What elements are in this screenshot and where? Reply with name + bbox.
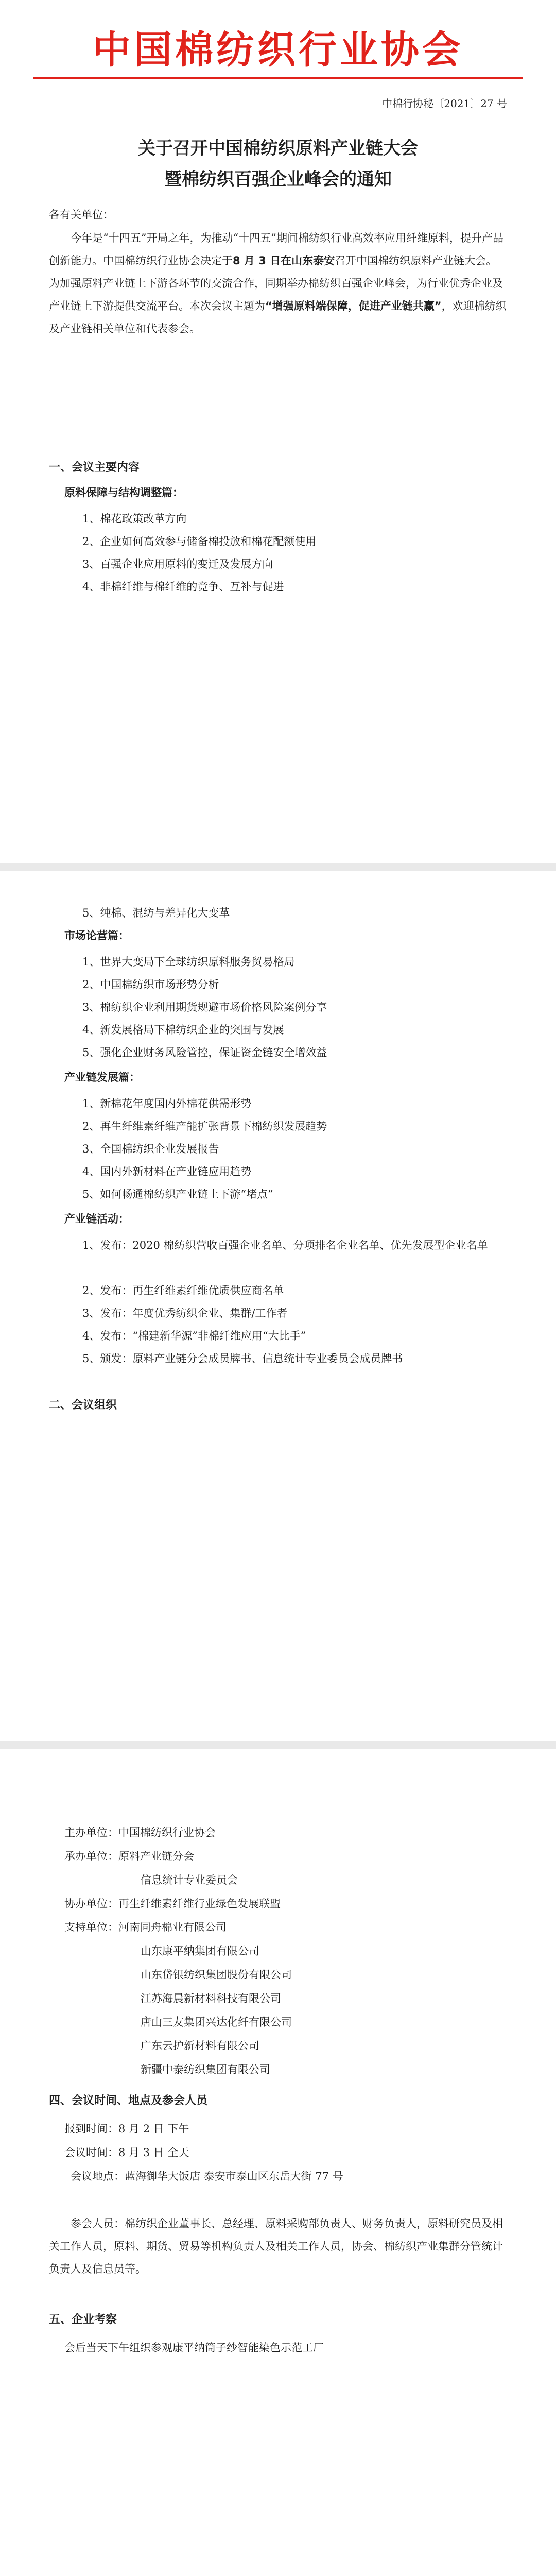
list-item: 2、再生纤维素纤维产能扩张背景下棉纺织发展趋势 (82, 1120, 327, 1132)
salutation: 各有关单位： (49, 209, 114, 221)
list-item: 2、中国棉纺织市场形势分析 (82, 978, 219, 991)
venue: 会议地点：蓝海御华大饭店 泰安市泰山区东岳大街 77 号 (71, 2170, 343, 2182)
document-number: 中棉行协秘〔2021〕27 号 (382, 97, 507, 110)
section-5-heading: 五、企业考察 (49, 2313, 117, 2326)
list-item: 1、棉花政策改革方向 (82, 513, 187, 525)
org-label: 承办单位： (64, 1850, 118, 1862)
list-item: 3、发布：年度优秀纺织企业、集群/工作者 (82, 1307, 288, 1319)
org-value: 唐山三友集团兴达化纤有限公司 (141, 2016, 292, 2028)
notice-title-line-2: 暨棉纺织百强企业峰会的通知 (164, 169, 392, 190)
meeting-time: 会议时间：8 月 3 日 全天 (64, 2146, 189, 2159)
org-value: 河南同舟棉业有限公司 (118, 1921, 227, 1934)
org-value: 再生纤维素纤维行业绿色发展联盟 (118, 1897, 281, 1910)
org-value: 山东康平纳集团有限公司 (141, 1945, 259, 1957)
section-2-heading: 二、会议组织 (49, 1399, 117, 1412)
org-label: 协办单位： (64, 1897, 118, 1910)
section-4-heading: 四、会议时间、地点及参会人员 (49, 2094, 208, 2107)
org-label: 主办单位： (64, 1826, 118, 1839)
org-value: 山东岱银纺织集团股份有限公司 (141, 1969, 292, 1981)
sub4-heading: 产业链活动： (64, 1213, 129, 1225)
org-row (64, 1916, 227, 1939)
sub3-heading: 产业链发展篇： (64, 1071, 140, 1083)
org-value: 信息统计专业委员会 (141, 1874, 238, 1886)
list-item: 4、国内外新材料在产业链应用趋势 (82, 1165, 252, 1178)
intro-highlight-theme: “增强原料端保障，促进产业链共赢” (265, 300, 442, 312)
org-value: 中国棉纺织行业协会 (118, 1826, 216, 1839)
list-item: 5、如何畅通棉纺织产业链上下游“堵点” (82, 1188, 273, 1200)
org-row (64, 1845, 194, 1868)
report-time: 报到时间：8 月 2 日 下午 (64, 2123, 189, 2135)
list-item: 4、发布：“棉建新华源”非棉纤维应用“大比手” (82, 1330, 306, 1342)
header-red-rule (33, 77, 523, 79)
list-item: 1、世界大变局下全球纺织原料服务贸易格局 (82, 956, 295, 968)
org-row (64, 1892, 281, 1915)
list-item: 4、新发展格局下棉纺织企业的突围与发展 (82, 1024, 284, 1036)
list-item: 5、颁发：原料产业链分会成员牌书、信息统计专业委员会成员牌书 (82, 1352, 403, 1365)
org-header-title: 中国棉纺织行业协会 (93, 28, 463, 72)
company-visit: 会后当天下午组织参观康平纳筒子纱智能染色示范工厂 (64, 2342, 324, 2354)
sub2-heading: 市场论营篇： (64, 929, 129, 942)
section-1-sub1: 原料保障与结构调整篇： (64, 486, 183, 499)
list-item: 3、百强企业应用原料的变迁及发展方向 (82, 558, 273, 570)
intro-highlight-date: 8 月 3 日在山东泰安 (233, 255, 335, 267)
list-item: 2、发布：再生纤维素纤维优质供应商名单 (82, 1284, 284, 1297)
page-1 (0, 0, 556, 863)
list-item: 1、新棉花年度国内外棉花供需形势 (82, 1097, 252, 1110)
list-item: 3、棉纺织企业利用期货规避市场价格风险案例分享 (82, 1001, 327, 1013)
list-item: 2、企业如何高效参与储备棉投放和棉花配额使用 (82, 535, 317, 548)
section-1-heading: 一、会议主要内容 (49, 461, 140, 474)
notice-title-line-1: 关于召开中国棉纺织原料产业链大会 (138, 138, 418, 159)
list-item: 5、强化企业财务风险管控，保证资金链安全增效益 (82, 1046, 327, 1059)
list-item: 4、非棉纤维与棉纤维的竞争、互补与促进 (82, 581, 284, 593)
org-value: 江苏海晨新材料科技有限公司 (141, 1992, 281, 2005)
intro-text-2: 召开中国棉纺织原料产业链大会。为加强原料产业链上下游各环节的交流合作，同期举办棉纺织百强企业峰会，为行业优秀企业及产业链上下游提供交流平台。本次会议主题为 (49, 255, 503, 312)
list-item: 3、全国棉纺织企业发展报告 (82, 1143, 219, 1155)
org-row (64, 1821, 216, 1844)
list-item: 5、纯棉、混纺与差异化大变革 (82, 907, 230, 919)
page-2 (0, 871, 556, 1741)
org-value: 原料产业链分会 (118, 1850, 194, 1862)
list-item: 1、发布：2020 棉纺织营收百强企业名单、分项排名企业名单、优先发展型企业名单 (82, 1239, 488, 1251)
org-label: 支持单位： (64, 1921, 118, 1934)
intro-paragraph (49, 227, 507, 340)
org-value: 广东云护新材料有限公司 (141, 2040, 259, 2052)
intro-text-1: 今年是“十四五”开局之年，为推动“十四五”期间棉纺织行业高效率应用纤维原料，提升产品创新能力。中国棉纺织行业协会决定于 (49, 232, 503, 267)
attendees: 参会人员：棉纺织企业董事长、总经理、原料采购部负责人、财务负责人，原料研究员及相关工作人员，原料、期货、贸易等机构负责人及相关工作人员，协会、棉纺织产业集群分管统计负责人及信息员等。 (49, 2217, 503, 2275)
org-value: 新疆中泰纺织集团有限公司 (141, 2063, 270, 2076)
intro-text-3: ，欢迎棉纺织及产业链相关单位和代表参会。 (49, 300, 507, 335)
page-3 (0, 1749, 556, 2576)
